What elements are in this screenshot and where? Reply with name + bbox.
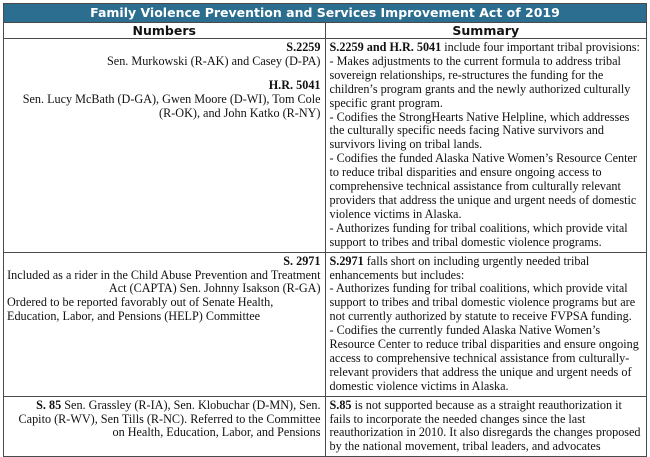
summary-lead xyxy=(330,399,643,455)
numbers-column-header: Numbers xyxy=(4,23,326,39)
numbers-cell xyxy=(4,39,326,253)
summary-lead-text: falls short on including urgently needed tribal enhancements but includes: xyxy=(329,253,590,282)
numbers-cell xyxy=(4,252,326,396)
summary-cell xyxy=(325,39,647,253)
table-row xyxy=(4,39,647,253)
summary-bullet: - Codifies the currently funded Alaska Native Women’s Resource Center to reduce tribal disparities and ensure ongoing access to comprehensive technical assistance from culturally-relevant providers that address the unique and urgent needs of domestic violence victims in Alaska. xyxy=(329,323,639,393)
table-title: Family Violence Prevention and Services Improvement Act of 2019 xyxy=(4,4,647,23)
summary-lead-text: is not supported because as a straight reauthorization it fails to incorporate the needed changes since the last reauthorization in 2010. It also disregards the changes proposed by the national movement, tribal leaders, and advocates xyxy=(329,397,641,454)
bill-number: S. 2971 xyxy=(283,253,321,268)
bill-sponsors: Sen. Lucy McBath (D-GA), Gwen Moore (D-WI), Tom Cole (R-OK), and John Katko (R-NY) xyxy=(22,91,321,120)
bill-sponsors: Sen. Grassley (R-IA), Sen. Klobuchar (D-MN), Sen. Capito (R-WV), Sen Tills (R-NC). Referred to the Committee on Health, Education, Labor, and Pensions xyxy=(18,397,321,440)
bill-number: S. 85 xyxy=(36,397,62,412)
bill-sponsors: Sen. Murkowski (R-AK) and Casey (D-PA) xyxy=(107,53,321,68)
summary-lead xyxy=(330,41,643,55)
summary-bullet: - Authorizes funding for tribal coalitions, which provide vital support to tribes and tribal domestic violence programs. xyxy=(329,220,628,249)
table-row xyxy=(4,396,647,457)
summary-cell xyxy=(325,252,647,396)
summary-cell xyxy=(325,396,647,457)
bill-entry xyxy=(7,399,321,441)
legislation-table xyxy=(3,3,647,457)
numbers-cell xyxy=(4,396,326,457)
summary-bullet: - Makes adjustments to the current formula to address tribal sovereign relationships, re-structures the funding for the children’s program grants and the newly authorized culturally specific grant program. xyxy=(329,53,631,110)
table-row xyxy=(4,252,647,396)
summary-lead xyxy=(330,255,643,283)
bill-sponsors: Included as a rider in the Child Abuse Prevention and Treatment Act (CAPTA) Sen. Johnny Isakson (R-GA) xyxy=(7,267,321,296)
summary-column-header: Summary xyxy=(325,23,647,39)
bill-status: Ordered to be reported favorably out of Senate Health, Education, Labor, and Pensions (HELP) Committee xyxy=(7,295,274,324)
summary-bill-ref: S.85 xyxy=(329,397,352,412)
bill-number: H.R. 5041 xyxy=(268,77,321,92)
bill-number: S.2259 xyxy=(286,40,321,54)
summary-bullet: - Codifies the StrongHearts Native Helpline, which addresses the culturally specific needs facing Native survivors and survivors living on tribal lands. xyxy=(329,109,630,152)
summary-bill-ref: S.2259 and H.R. 5041 xyxy=(329,40,442,54)
summary-bullet: - Authorizes funding for tribal coalitions, which provide vital support to tribes and tribal domestic violence programs but are not currently authorized by statute to receive FVPSA funding. xyxy=(329,281,636,324)
summary-bullet: - Codifies the funded Alaska Native Women’s Resource Center to reduce tribal disparities and ensure ongoing access to comprehensive technical assistance from culturally relevant providers that address the unique and urgent needs of domestic violence victims in Alaska. xyxy=(329,151,637,221)
summary-lead-text: include four important tribal provisions: xyxy=(441,40,640,54)
summary-bill-ref: S.2971 xyxy=(329,253,364,268)
